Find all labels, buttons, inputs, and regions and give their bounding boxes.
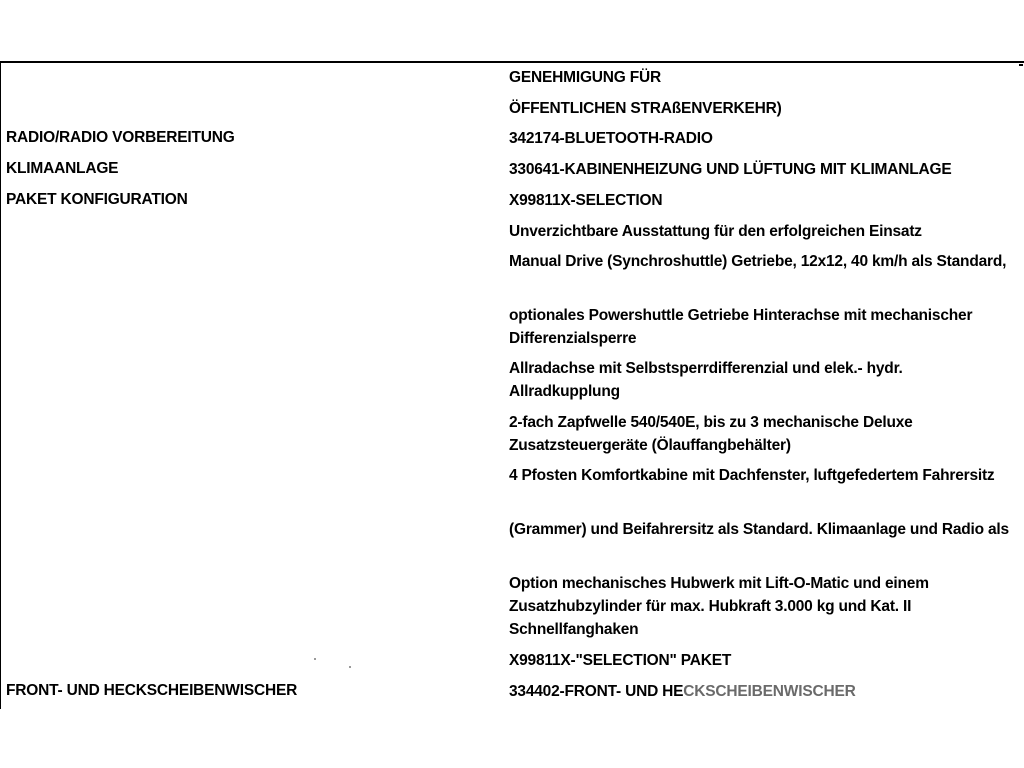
row-value: Unverzichtbare Ausstattung für den erfolgreichen Einsatz — [509, 223, 922, 240]
row-value: 4 Pfosten Komfortkabine mit Dachfenster, luftgefedertem Fahrersitz — [509, 467, 995, 484]
row-value: X99811X-"SELECTION" PAKET — [509, 652, 732, 669]
value-main-text: 334402-FRONT- UND HE — [509, 683, 684, 700]
row-value-wischer — [509, 680, 1014, 703]
row-value: Option mechanisches Hubwerk mit Lift-O-Matic und einem Zusatzhubzylinder für max. Hubkraft 3.000 kg und Kat. II Schnellfanghaken — [509, 575, 929, 638]
row-label-paket: PAKET KONFIGURATION — [6, 191, 188, 208]
table-edge-mark — [1019, 64, 1023, 66]
row-value: GENEHMIGUNG FÜR — [509, 69, 662, 86]
scan-speck — [349, 666, 351, 668]
row-value: (Grammer) und Beifahrersitz als Standard. Klimaanlage und Radio als — [509, 521, 1009, 538]
row-value: ÖFFENTLICHEN STRAßENVERKEHR) — [509, 100, 782, 117]
row-value-klimaanlage: 330641-KABINENHEIZUNG UND LÜFTUNG MIT KLIMANLAGE — [509, 161, 952, 178]
row-label-klimaanlage: KLIMAANLAGE — [6, 160, 119, 177]
value-faded-text: CKSCHEIBENWISCHER — [683, 683, 856, 700]
row-label-wischer: FRONT- UND HECKSCHEIBENWISCHER — [6, 682, 298, 699]
row-value: optionales Powershuttle Getriebe Hinterachse mit mechanischer Differenzialsperre — [509, 307, 973, 347]
row-value: Allradachse mit Selbstsperrdifferenzial und elek.- hydr. Allradkupplung — [509, 360, 903, 400]
row-value-radio: 342174-BLUETOOTH-RADIO — [509, 130, 713, 147]
row-value: Manual Drive (Synchroshuttle) Getriebe, 12x12, 40 km/h als Standard, — [509, 253, 1007, 270]
row-value-paket: X99811X-SELECTION — [509, 192, 663, 209]
scan-speck — [314, 658, 316, 660]
row-label-radio: RADIO/RADIO VORBEREITUNG — [6, 129, 235, 146]
row-value: 2-fach Zapfwelle 540/540E, bis zu 3 mechanische Deluxe Zusatzsteuergeräte (Ölauffangbehälter) — [509, 414, 913, 454]
